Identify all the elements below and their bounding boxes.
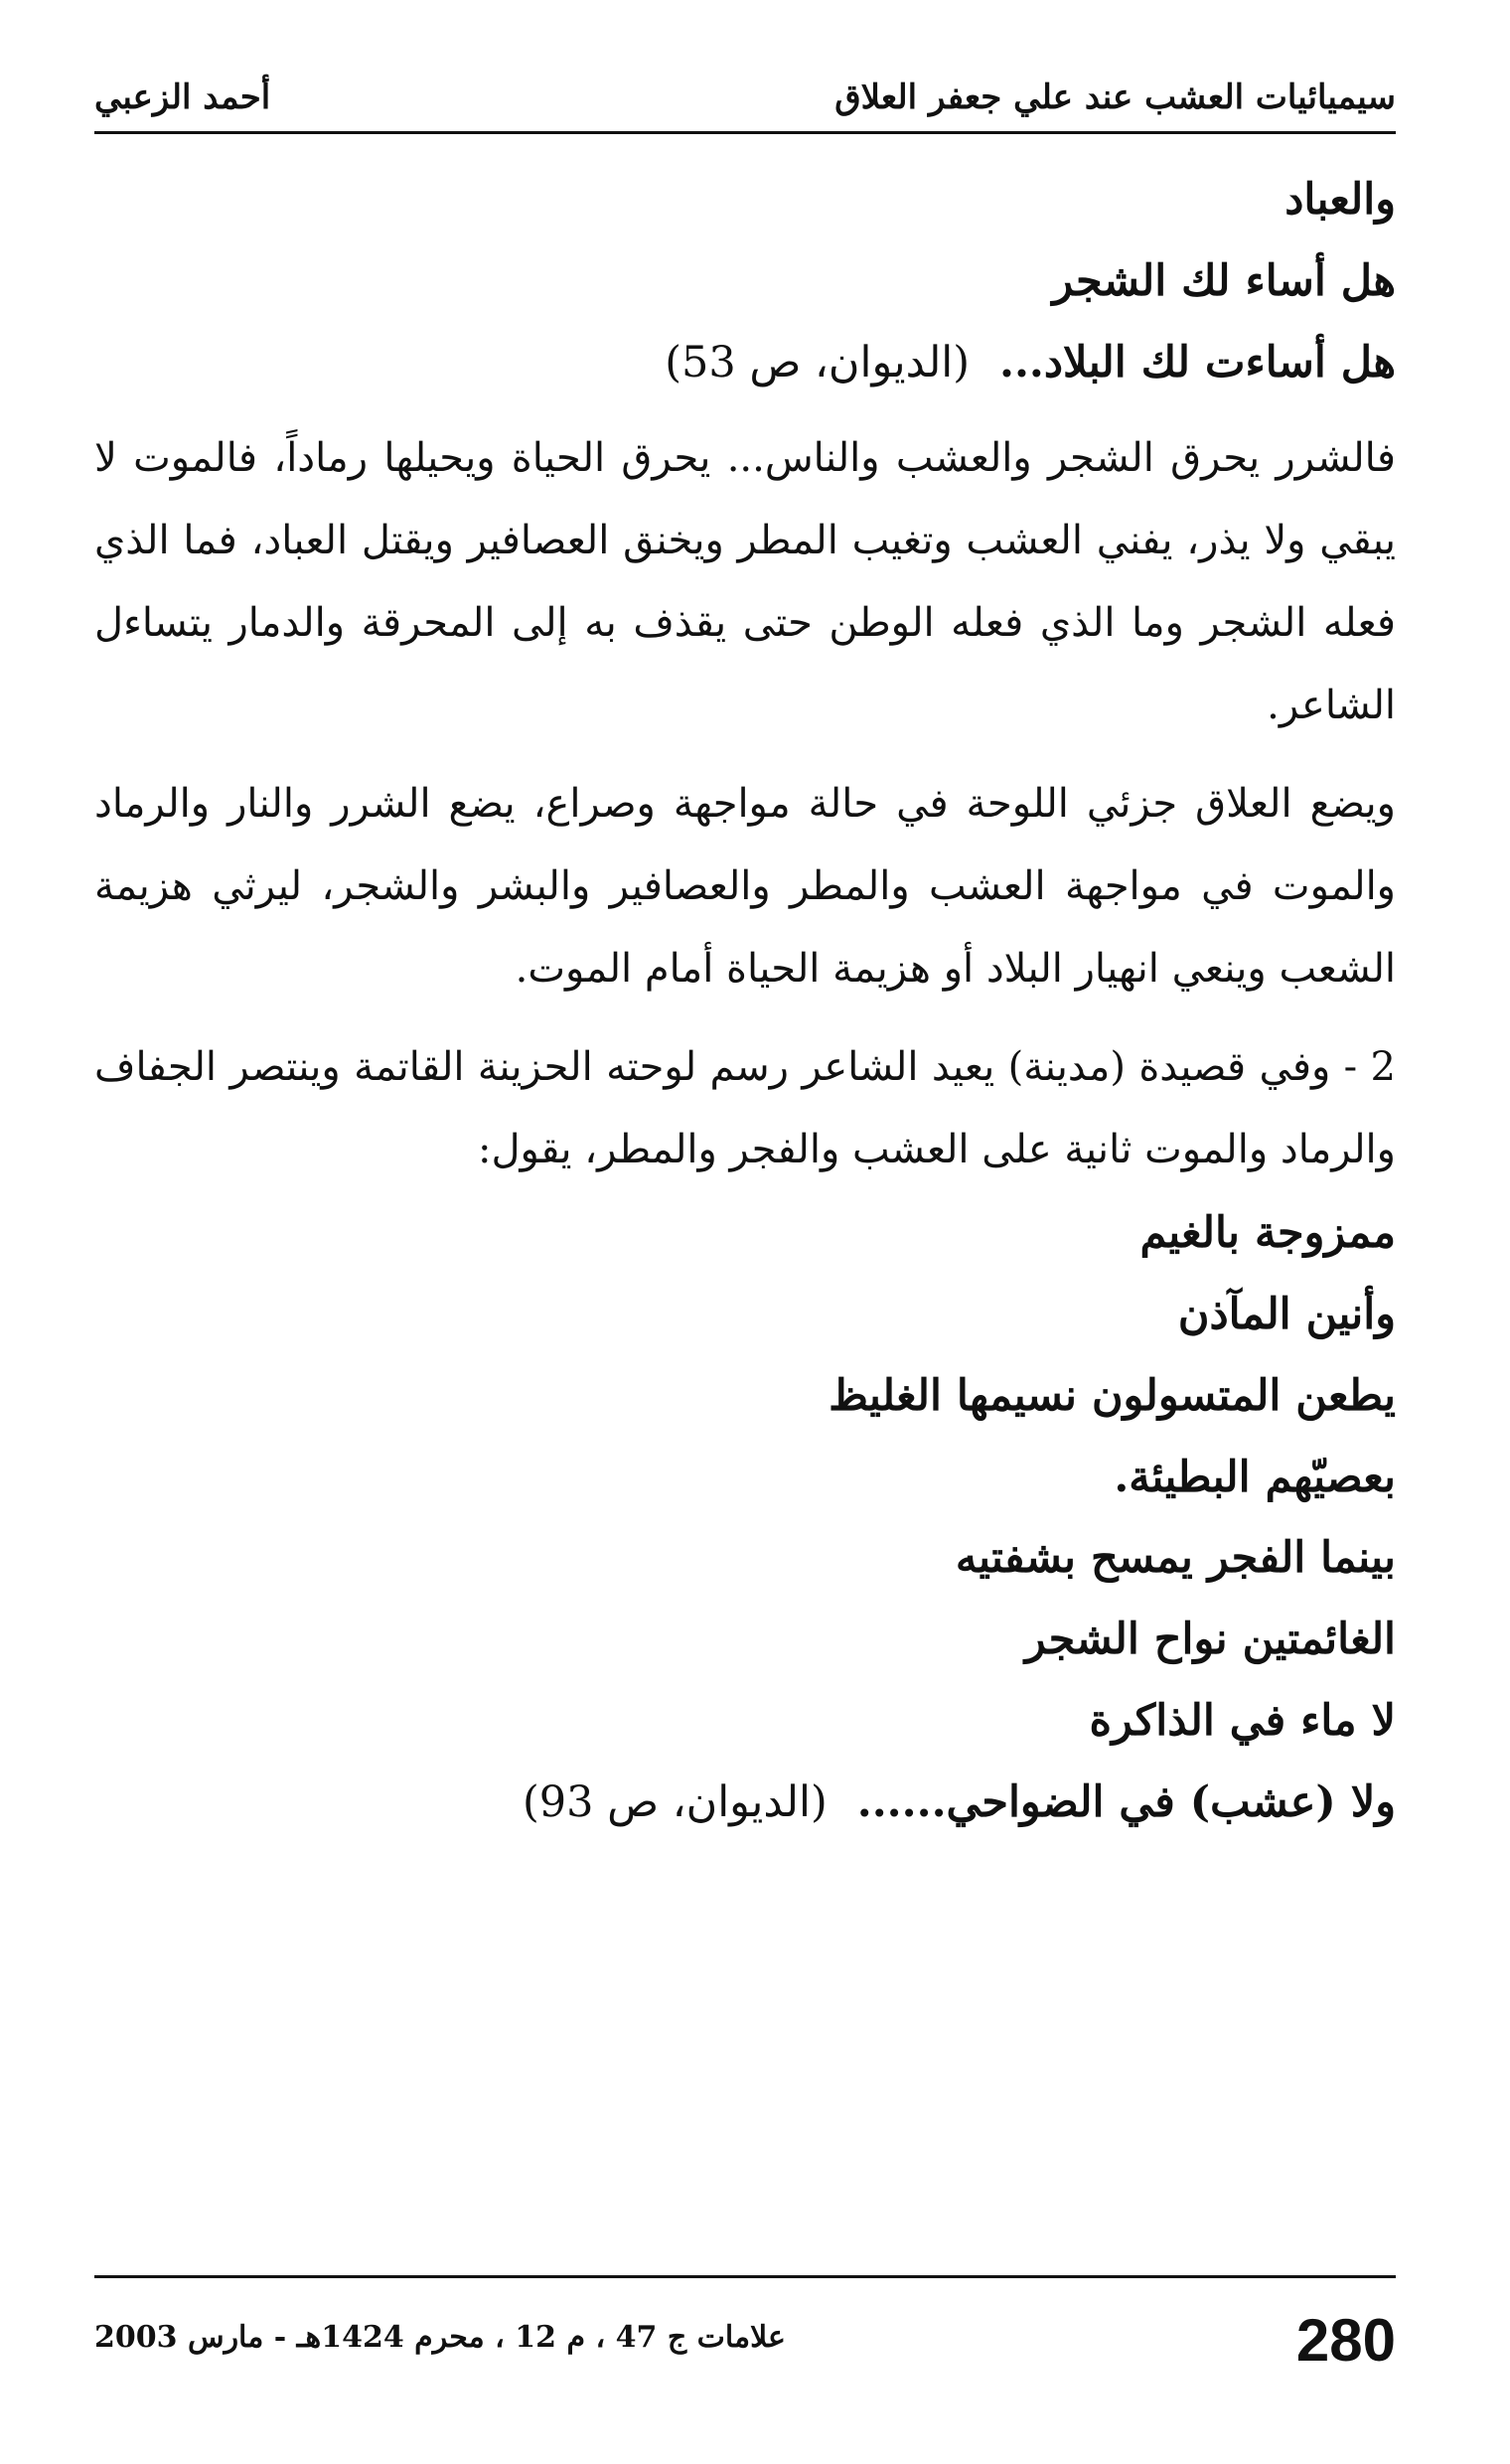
journal-info: علامات ج 47 ، م 12 ، محرم 1424هـ - مارس 2003 (94, 2320, 786, 2355)
paragraph: 2 - وفي قصيدة (مدينة) يعيد الشاعر رسم لوحته الحزينة القاتمة وينتصر الجفاف والرماد والموت ثانية على العشب والفجر والمطر، يقول: (94, 1044, 1396, 1173)
verse-line: الغائمتين نواح الشجر (1024, 1615, 1396, 1664)
paragraph: فالشرر يحرق الشجر والعشب والناس... يحرق الحياة ويحيلها رماداً، فالموت لا يبقي ولا يذر، يفني العشب وتغيب المطر ويخنق العصافير ويقتل العباد، فما الذي فعله الشجر وما الذي فعله الوطن حتى يقذف به إلى المحرقة والدمار يتساءل الشاعر. (94, 435, 1396, 729)
author-name: أحمد الزعبي (94, 77, 271, 117)
page-number: 280 (1295, 2307, 1396, 2374)
verse-line: وأنين المآذن (1177, 1290, 1396, 1339)
verse-line: ممزوجة بالغيم (1139, 1208, 1396, 1259)
verse-line: هل أساء لك الشجر (1052, 255, 1396, 306)
verse-text: هل أساءت لك البلاد... (998, 337, 1396, 387)
verse-line (94, 337, 1396, 390)
running-title: سيميائيات العشب عند علي جعفر العلاق (834, 77, 1396, 117)
article-body (94, 174, 1396, 1857)
verse-line (94, 1776, 1396, 1830)
verse-line: والعباد (1284, 175, 1396, 225)
verse-line: يطعن المتسولون نسيمها الغليظ (829, 1370, 1396, 1421)
verse-text: ولا (عشب) في الضواحي...... (856, 1776, 1396, 1827)
verse-line: بعصيّهم البطيئة. (1114, 1452, 1396, 1502)
page-footer (94, 2275, 1396, 2378)
verse-citation: (الديوان، ص 53) (665, 337, 971, 387)
verse-line: لا ماء في الذاكرة (1089, 1695, 1396, 1746)
verse-line: بينما الفجر يمسح بشفتيه (955, 1533, 1396, 1584)
page-header (94, 55, 1396, 134)
verse-citation: (الديوان، ص 93) (522, 1776, 828, 1827)
paragraph: ويضع العلاق جزئي اللوحة في حالة مواجهة وصراع، يضع الشرر والنار والرماد والموت في مواجهة العشب والمطر والعصافير والبشر والشجر، ليرثي هزيمة الشعب وينعي انهيار البلاد أو هزيمة الحياة أمام الموت. (94, 781, 1396, 993)
